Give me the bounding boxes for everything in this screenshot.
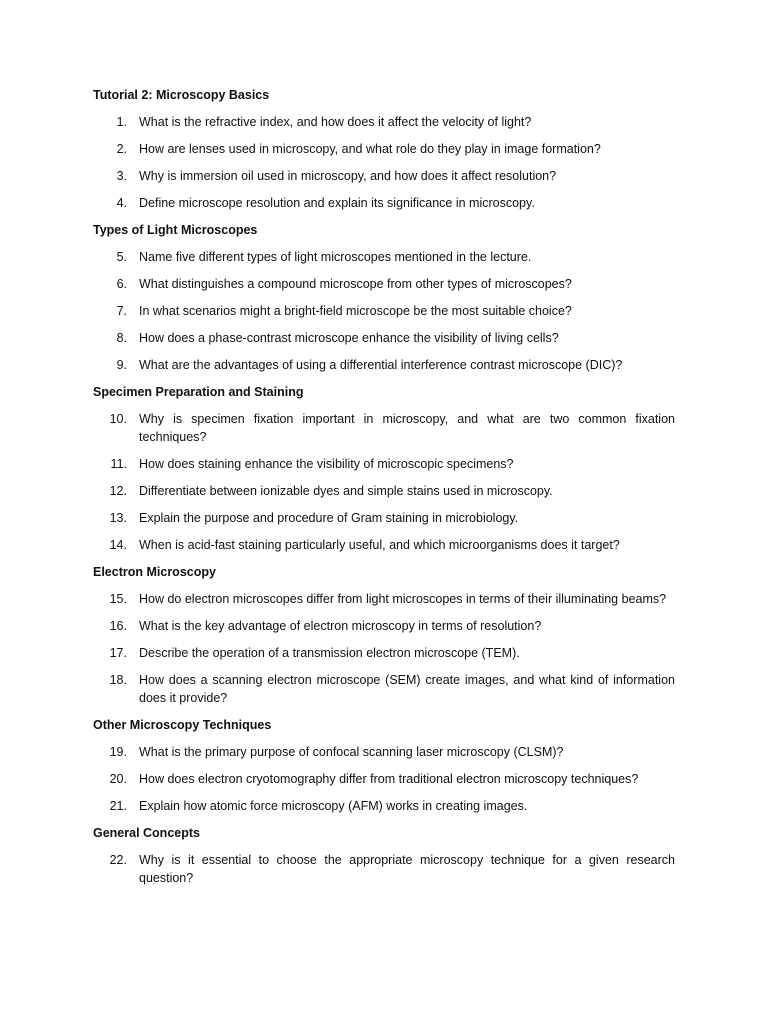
question-text: Name five different types of light microscopes mentioned in the lecture. xyxy=(139,250,532,264)
question-item xyxy=(93,356,675,374)
section-heading: Tutorial 2: Microscopy Basics xyxy=(93,88,270,102)
question-item xyxy=(93,302,675,320)
question-text: Describe the operation of a transmission electron microscope (TEM). xyxy=(139,646,520,660)
question-item xyxy=(93,194,675,212)
question-number: 19. xyxy=(109,745,127,759)
question-item xyxy=(93,167,675,185)
question-number: 21. xyxy=(109,799,127,813)
question-number: 15. xyxy=(109,592,127,606)
section-specimen-preparation xyxy=(93,383,675,554)
question-item xyxy=(93,590,675,608)
question-text: Why is immersion oil used in microscopy, and how does it affect resolution? xyxy=(139,169,557,183)
question-number: 16. xyxy=(109,619,127,633)
document-page xyxy=(93,86,675,887)
question-text: When is acid-fast staining particularly useful, and which microorganisms does it target? xyxy=(139,538,620,552)
question-text: What is the key advantage of electron microscopy in terms of resolution? xyxy=(139,619,542,633)
section-heading: Types of Light Microscopes xyxy=(93,223,258,237)
question-number: 4. xyxy=(116,196,127,210)
question-text: How does staining enhance the visibility of microscopic specimens? xyxy=(139,457,514,471)
question-number: 18. xyxy=(109,673,127,687)
question-item xyxy=(93,851,675,887)
question-text: How do electron microscopes differ from light microscopes in terms of their illuminating beams? xyxy=(139,592,667,606)
question-number: 11. xyxy=(110,457,127,471)
question-number: 22. xyxy=(109,853,127,867)
question-text: How does a phase-contrast microscope enhance the visibility of living cells? xyxy=(139,331,559,345)
section-heading: Other Microscopy Techniques xyxy=(93,718,272,732)
question-item xyxy=(93,140,675,158)
question-number: 2. xyxy=(116,142,127,156)
question-item xyxy=(93,644,675,662)
question-text: Why is specimen fixation important in microscopy, and what are two common fixation techniques? xyxy=(139,412,675,444)
question-item xyxy=(93,797,675,815)
question-number: 6. xyxy=(116,277,127,291)
question-item xyxy=(93,617,675,635)
question-number: 1. xyxy=(116,115,127,129)
question-number: 14. xyxy=(109,538,127,552)
question-item xyxy=(93,248,675,266)
question-number: 8. xyxy=(116,331,127,345)
question-item xyxy=(93,113,675,131)
question-item xyxy=(93,743,675,761)
question-text: How are lenses used in microscopy, and what role do they play in image formation? xyxy=(139,142,601,156)
question-text: Explain the purpose and procedure of Gram staining in microbiology. xyxy=(139,511,519,525)
section-microscopy-basics xyxy=(93,86,675,212)
section-general-concepts xyxy=(93,824,675,887)
question-text: Why is it essential to choose the appropriate microscopy technique for a given research question? xyxy=(139,853,675,885)
question-text: Explain how atomic force microscopy (AFM) works in creating images. xyxy=(139,799,528,813)
section-heading: Specimen Preparation and Staining xyxy=(93,385,304,399)
question-text: What is the primary purpose of confocal scanning laser microscopy (CLSM)? xyxy=(139,745,564,759)
section-electron-microscopy xyxy=(93,563,675,707)
question-text: How does a scanning electron microscope (SEM) create images, and what kind of information does it provide? xyxy=(139,673,675,705)
question-number: 7. xyxy=(116,304,127,318)
question-text: In what scenarios might a bright-field microscope be the most suitable choice? xyxy=(139,304,572,318)
question-text: Differentiate between ionizable dyes and simple stains used in microscopy. xyxy=(139,484,553,498)
question-number: 12. xyxy=(109,484,127,498)
section-heading: General Concepts xyxy=(93,826,200,840)
section-other-microscopy-techniques xyxy=(93,716,675,815)
question-number: 17. xyxy=(109,646,127,660)
question-item xyxy=(93,770,675,788)
question-number: 5. xyxy=(116,250,127,264)
question-text: Define microscope resolution and explain its significance in microscopy. xyxy=(139,196,535,210)
question-text: What distinguishes a compound microscope from other types of microscopes? xyxy=(139,277,572,291)
question-text: What are the advantages of using a differential interference contrast microscope (DIC)? xyxy=(139,358,623,372)
question-number: 10. xyxy=(109,412,127,426)
question-item xyxy=(93,275,675,293)
question-number: 3. xyxy=(116,169,127,183)
question-item xyxy=(93,329,675,347)
section-heading: Electron Microscopy xyxy=(93,565,216,579)
question-item xyxy=(93,671,675,707)
question-number: 9. xyxy=(116,358,127,372)
question-item xyxy=(93,455,675,473)
section-types-of-light-microscopes xyxy=(93,221,675,374)
question-item xyxy=(93,509,675,527)
question-item xyxy=(93,536,675,554)
question-text: How does electron cryotomography differ from traditional electron microscopy techniques? xyxy=(139,772,639,786)
question-text: What is the refractive index, and how does it affect the velocity of light? xyxy=(139,115,532,129)
question-item xyxy=(93,482,675,500)
question-item xyxy=(93,410,675,446)
question-number: 13. xyxy=(109,511,127,525)
question-number: 20. xyxy=(109,772,127,786)
